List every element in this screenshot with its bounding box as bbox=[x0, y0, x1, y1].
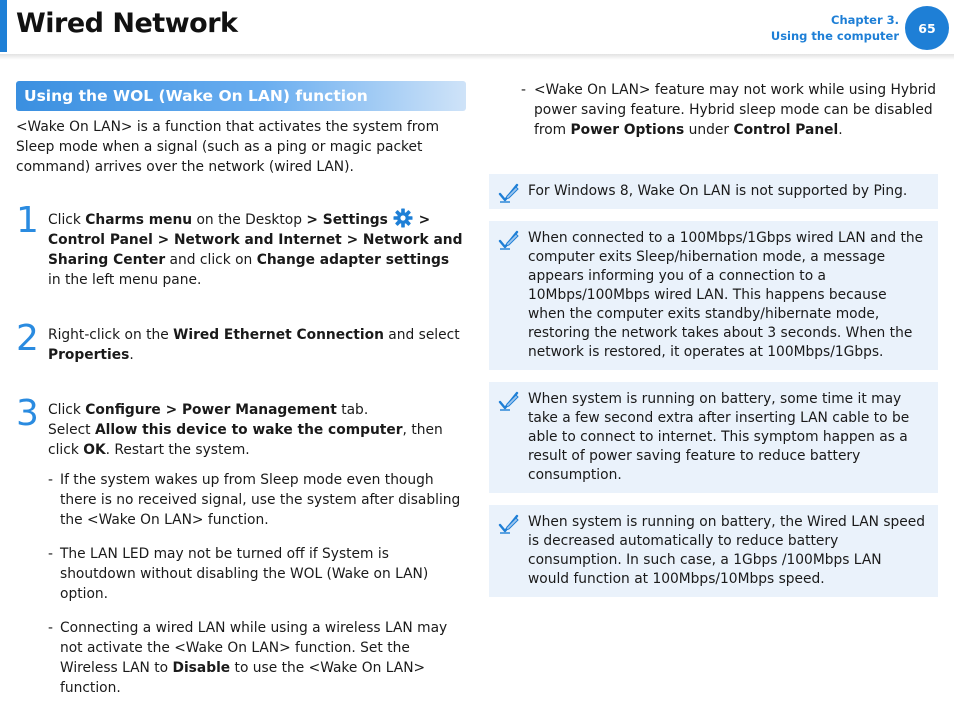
list-item: - If the system wakes up from Sleep mode even though there is no received signal, use the system after disabling the <Wake On LAN> function. bbox=[16, 470, 466, 530]
info-note-text: When system is running on battery, some time it may take a few second extra after inserting LAN cable to be able to connect to internet. This symptom happen as a result of power saving feature to reduce battery consumption. bbox=[528, 391, 910, 483]
info-note-4 bbox=[489, 505, 938, 597]
ui-term-change-adapter-settings: Change adapter settings bbox=[256, 252, 450, 268]
step-text-run: > bbox=[418, 212, 431, 228]
step-text-run: and click on bbox=[165, 252, 257, 268]
step-text bbox=[48, 207, 466, 290]
ui-term-charms-menu: Charms menu bbox=[85, 212, 193, 228]
note-text-run: <Wake On LAN> feature may not work while using Hybrid power saving feature. Hybrid sleep mode can be disabled from bbox=[534, 82, 937, 138]
step-notes-list bbox=[16, 470, 466, 698]
info-note-1 bbox=[489, 174, 938, 209]
note-text-run: . bbox=[838, 122, 843, 138]
ui-term-configure-power: Configure > Power Management bbox=[85, 402, 337, 418]
chapter-number: Chapter 3. bbox=[831, 13, 899, 27]
pencil-check-icon bbox=[497, 228, 521, 252]
title-accent-bar bbox=[0, 0, 7, 52]
info-note-text: When connected to a 100Mbps/1Gbps wired LAN and the computer exits Sleep/hibernation mode, a message appears informing you of a connection to a 10Mbps/100Mbps wired LAN. This happens because when the computer exits standby/hibernate mode, restoring the network takes about 3 seconds. When the network is restored, it operates at 100Mbps/1Gbps. bbox=[528, 230, 924, 360]
step-2 bbox=[16, 318, 466, 365]
step-text-run: . bbox=[129, 347, 134, 363]
step-text-run: Click bbox=[48, 402, 86, 418]
ui-term-properties: Properties bbox=[48, 347, 130, 363]
ui-term-power-options: Power Options bbox=[570, 122, 685, 138]
right-column bbox=[489, 80, 939, 597]
list-item bbox=[16, 618, 466, 698]
list-item-text: to use the <Wake On LAN> function. bbox=[60, 660, 426, 696]
step-number: 2 bbox=[16, 318, 39, 359]
step-text-run: tab. bbox=[336, 402, 369, 418]
ui-term-settings: > Settings bbox=[306, 212, 388, 228]
info-note-text: For Windows 8, Wake On LAN is not supported by Ping. bbox=[528, 183, 908, 199]
step-text-run: on the Desktop bbox=[192, 212, 307, 228]
info-note-2 bbox=[489, 221, 938, 370]
pencil-check-icon bbox=[497, 389, 521, 413]
pencil-check-icon bbox=[497, 512, 521, 536]
chapter-label bbox=[771, 12, 899, 44]
step-text-run: in the left menu pane. bbox=[48, 272, 202, 288]
gear-icon bbox=[392, 207, 414, 229]
info-note-3 bbox=[489, 382, 938, 493]
hybrid-sleep-note bbox=[489, 80, 939, 140]
step-text-run: , then click bbox=[48, 422, 443, 458]
step-3 bbox=[16, 393, 466, 460]
step-text-run: Click bbox=[48, 212, 86, 228]
header-divider bbox=[0, 54, 954, 60]
ui-term-wired-ethernet: Wired Ethernet Connection bbox=[173, 327, 384, 343]
step-text-run: . Restart the system. bbox=[105, 442, 250, 458]
ui-term-allow-wake: Allow this device to wake the computer bbox=[94, 422, 403, 438]
left-column bbox=[16, 81, 466, 712]
step-text bbox=[48, 400, 466, 460]
step-text-run: Select bbox=[48, 422, 95, 438]
note-text-run: under bbox=[684, 122, 734, 138]
step-number: 3 bbox=[16, 393, 39, 434]
step-1 bbox=[16, 200, 466, 290]
info-note-text: When system is running on battery, the Wired LAN speed is decreased automatically to reduce battery consumption. In such case, a 1Gbps /100Mbps LAN would function at 100Mbps/10Mbps speed. bbox=[528, 514, 926, 587]
chapter-title: Using the computer bbox=[770, 29, 899, 43]
pencil-check-icon bbox=[497, 181, 521, 205]
section-intro: <Wake On LAN> is a function that activates the system from Sleep mode when a signal (such as a ping or magic packet command) arrives over the network (wired LAN). bbox=[16, 119, 440, 175]
ui-term-control-panel: Control Panel bbox=[733, 122, 839, 138]
step-number: 1 bbox=[16, 200, 39, 241]
ui-term-ok: OK bbox=[83, 442, 106, 458]
ui-term-network-path: Control Panel > Network and Internet > Network and Sharing Center bbox=[48, 232, 463, 268]
section-heading: Using the WOL (Wake On LAN) function bbox=[16, 81, 466, 111]
ui-term-disable: Disable bbox=[172, 660, 231, 676]
list-item-text: Connecting a wired LAN while using a wireless LAN may not activate the <Wake On LAN> function. Set the Wireless LAN to bbox=[60, 620, 448, 676]
step-text-run: Right-click on the bbox=[48, 327, 174, 343]
step-text bbox=[48, 325, 466, 365]
page-number-badge: 65 bbox=[905, 6, 949, 50]
list-item: - The LAN LED may not be turned off if System is shoutdown without disabling the WOL (Wake on LAN) option. bbox=[16, 544, 466, 604]
page-title: Wired Network bbox=[16, 8, 238, 39]
step-text-run: and select bbox=[383, 327, 460, 343]
